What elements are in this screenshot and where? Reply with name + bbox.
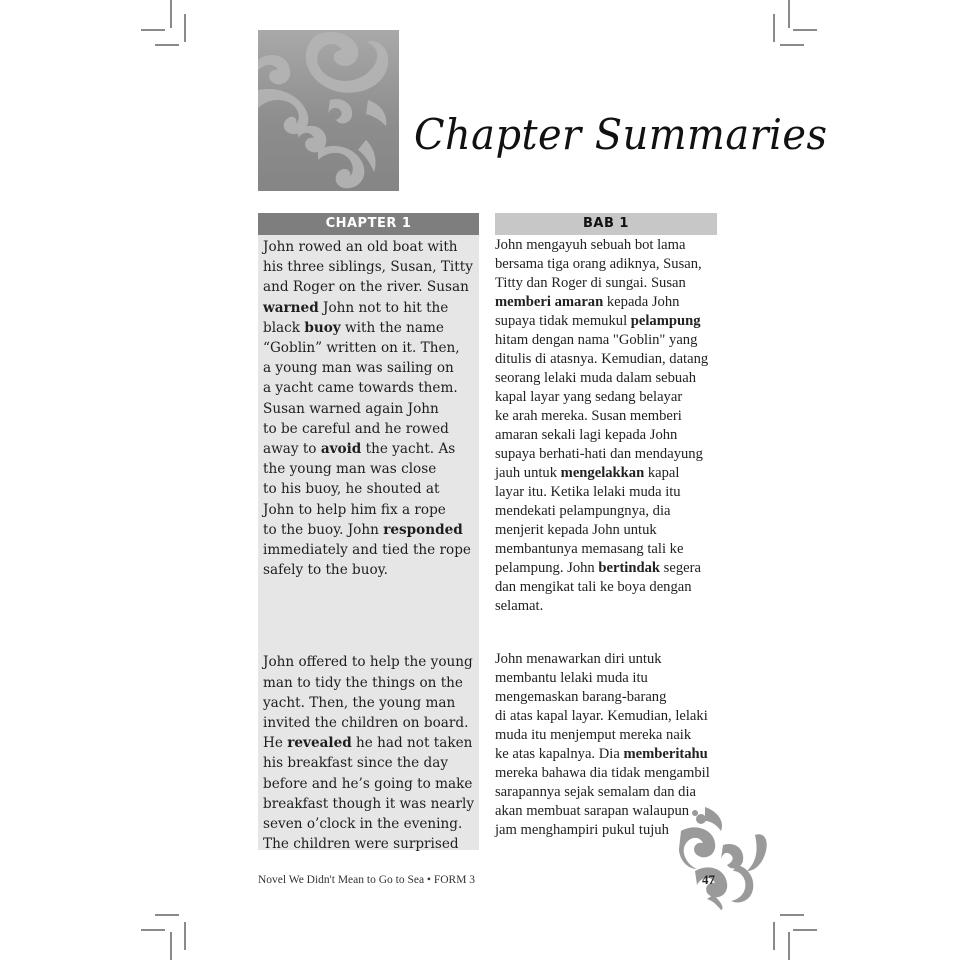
text-run: kapal — [644, 465, 680, 481]
text-line — [263, 479, 475, 499]
text-run: ke arah mereka. Susan memberi — [495, 408, 682, 424]
text-line — [495, 688, 717, 707]
footer-book-title: Novel We Didn't Mean to Go to Sea • FORM 3 — [258, 874, 476, 886]
text-line — [263, 237, 475, 257]
highlighted-word: mengelakkan — [560, 465, 645, 481]
text-run: jam menghampiri pukul tujuh — [495, 822, 669, 838]
text-run: mendekati pelampungnya, dia — [495, 503, 671, 519]
text-line — [495, 521, 717, 540]
text-run: man to tidy the things on the — [263, 674, 463, 691]
text-line — [495, 707, 717, 726]
text-line — [495, 369, 717, 388]
text-line — [495, 426, 717, 445]
text-run: away to — [263, 441, 321, 458]
text-run: John to help him fix a rope — [263, 501, 446, 518]
text-run: and Roger on the river. Susan — [263, 279, 469, 296]
text-line — [495, 236, 717, 255]
text-run: segera — [660, 560, 701, 576]
text-line — [495, 578, 717, 597]
text-line — [495, 293, 717, 312]
text-run: yacht. Then, the young man — [263, 694, 456, 711]
crop-mark — [170, 0, 172, 28]
crop-mark — [788, 932, 790, 960]
malay-chapter-heading: BAB 1 — [495, 213, 717, 235]
text-line — [263, 439, 475, 459]
text-run: black — [263, 319, 305, 336]
text-run: John menawarkan diri untuk — [495, 651, 662, 667]
crop-mark — [155, 914, 179, 916]
text-run: supaya berhati-hati dan mendayung — [495, 446, 703, 462]
text-run: mereka bahawa dia tidak mengambil — [495, 765, 710, 781]
text-run: invited the children on board. — [263, 715, 469, 732]
text-line — [263, 753, 475, 773]
text-run: a young man was sailing on — [263, 360, 454, 377]
text-line — [263, 560, 475, 580]
highlighted-word: avoid — [320, 441, 362, 458]
text-run: He — [263, 735, 288, 752]
text-run: the young man was close — [263, 461, 437, 478]
english-paragraph — [258, 235, 479, 580]
text-run: the yacht. As — [361, 441, 456, 458]
text-run: selamat. — [495, 598, 544, 614]
text-run: seorang lelaki muda dalam sebuah — [495, 370, 696, 386]
text-line — [263, 338, 475, 358]
text-run: amaran sekali lagi kepada John — [495, 427, 678, 443]
highlighted-word: warned — [263, 299, 319, 316]
corner-ornament — [675, 805, 770, 915]
malay-summary-column — [495, 213, 717, 840]
text-run: John offered to help the young — [263, 654, 473, 671]
text-line — [263, 814, 475, 834]
text-line — [263, 540, 475, 560]
text-run: a yacht came towards them. — [263, 380, 458, 397]
highlighted-word: revealed — [287, 735, 352, 752]
crop-mark — [155, 44, 179, 46]
text-run: Susan warned again John — [263, 400, 439, 417]
text-line — [495, 764, 717, 783]
crop-mark — [793, 29, 817, 31]
text-run: dan mengikat tali ke boya dengan — [495, 579, 692, 595]
text-run: supaya tidak memukul — [495, 313, 631, 329]
text-line — [495, 502, 717, 521]
text-line — [263, 277, 475, 297]
text-line — [263, 673, 475, 693]
text-run: breakfast though it was nearly — [263, 795, 475, 812]
text-run: layar itu. Ketika lelaki muda itu — [495, 484, 681, 500]
text-line — [263, 652, 475, 672]
crop-mark — [184, 14, 186, 42]
crop-mark — [773, 14, 775, 42]
text-run: John mengayuh sebuah bot lama — [495, 237, 686, 253]
english-summary-column — [258, 213, 479, 853]
floral-ornament-icon — [675, 805, 770, 910]
text-line — [495, 483, 717, 502]
text-run: safely to the buoy. — [263, 562, 388, 579]
text-line — [263, 318, 475, 338]
ornament-banner — [258, 30, 399, 191]
text-line — [495, 783, 717, 802]
english-chapter-heading: CHAPTER 1 — [258, 213, 479, 235]
text-run: “Goblin” written on it. Then, — [263, 340, 460, 357]
text-run: pelampung. John — [495, 560, 599, 576]
text-line — [495, 350, 717, 369]
text-run: to the buoy. John — [263, 521, 384, 538]
text-line — [263, 713, 475, 733]
text-run: bersama tiga orang adiknya, Susan, — [495, 256, 702, 272]
text-line — [495, 650, 717, 669]
text-line — [263, 834, 475, 854]
text-run: his three siblings, Susan, Titty — [263, 259, 473, 276]
page-title: Chapter Summaries — [414, 110, 828, 159]
text-run: di atas kapal layar. Kemudian, lelaki — [495, 708, 708, 724]
highlighted-word: memberitahu — [623, 746, 708, 762]
text-run: to be careful and he rowed — [263, 420, 449, 437]
text-line — [495, 312, 717, 331]
floral-ornament-icon — [258, 30, 399, 191]
text-line — [263, 298, 475, 318]
text-run: John not to hit the — [318, 299, 449, 316]
text-line — [263, 257, 475, 277]
text-run: Titty dan Roger di sungai. Susan — [495, 275, 686, 291]
text-run: hitam dengan nama "Goblin" yang — [495, 332, 698, 348]
malay-paragraph — [495, 235, 717, 616]
text-line — [263, 358, 475, 378]
text-run: immediately and tied the rope — [263, 542, 471, 559]
highlighted-word: pelampung — [630, 313, 701, 329]
text-line — [495, 331, 717, 350]
text-line — [263, 794, 475, 814]
crop-mark — [141, 29, 165, 31]
page-number: 47 — [702, 872, 715, 887]
text-run: membantu lelaki muda itu — [495, 670, 648, 686]
crop-mark — [170, 932, 172, 960]
text-run: with the name — [340, 319, 444, 336]
text-run: his breakfast since the day — [263, 755, 449, 772]
text-run: menjerit kepada John untuk — [495, 522, 657, 538]
english-paragraph — [258, 650, 479, 854]
crop-mark — [141, 929, 165, 931]
text-line — [495, 669, 717, 688]
text-run: he had not taken — [351, 735, 473, 752]
text-run: before and he’s going to make — [263, 775, 473, 792]
text-run: kapal layar yang sedang belayar — [495, 389, 683, 405]
text-run: seven o’clock in the evening. — [263, 816, 463, 833]
text-line — [263, 378, 475, 398]
text-line — [495, 407, 717, 426]
crop-mark — [780, 44, 804, 46]
text-run: membantunya memasang tali ke — [495, 541, 684, 557]
crop-mark — [773, 922, 775, 950]
text-line — [495, 597, 717, 616]
text-run: akan membuat sarapan walaupun — [495, 803, 690, 819]
text-line — [495, 274, 717, 293]
highlighted-word: bertindak — [598, 560, 661, 576]
text-line — [263, 399, 475, 419]
text-line — [495, 726, 717, 745]
text-run: jauh untuk — [495, 465, 561, 481]
text-run: John rowed an old boat with — [263, 239, 458, 255]
text-line — [495, 464, 717, 483]
text-line — [263, 774, 475, 794]
text-line — [495, 255, 717, 274]
highlighted-word: memberi amaran — [495, 294, 604, 310]
crop-mark — [788, 0, 790, 28]
text-line — [495, 540, 717, 559]
text-run: ke atas kapalnya. Dia — [495, 746, 624, 762]
text-run: mengemaskan barang-barang — [495, 689, 667, 705]
highlighted-word: buoy — [304, 319, 341, 336]
text-run: muda itu menjemput mereka naik — [495, 727, 692, 743]
text-line — [263, 520, 475, 540]
highlighted-word: responded — [383, 521, 463, 538]
text-line — [495, 745, 717, 764]
text-line — [263, 459, 475, 479]
crop-mark — [184, 922, 186, 950]
crop-mark — [780, 914, 804, 916]
text-run: sarapannya sejak semalam dan dia — [495, 784, 696, 800]
text-line — [495, 388, 717, 407]
text-run: ditulis di atasnya. Kemudian, datang — [495, 351, 709, 367]
text-line — [495, 445, 717, 464]
crop-mark — [793, 929, 817, 931]
text-run: to his buoy, he shouted at — [263, 481, 440, 498]
text-line — [263, 500, 475, 520]
text-line — [263, 419, 475, 439]
text-line — [263, 733, 475, 753]
text-line — [263, 693, 475, 713]
text-run: The children were surprised — [263, 836, 459, 853]
text-run: kepada John — [603, 294, 680, 310]
text-line — [495, 559, 717, 578]
